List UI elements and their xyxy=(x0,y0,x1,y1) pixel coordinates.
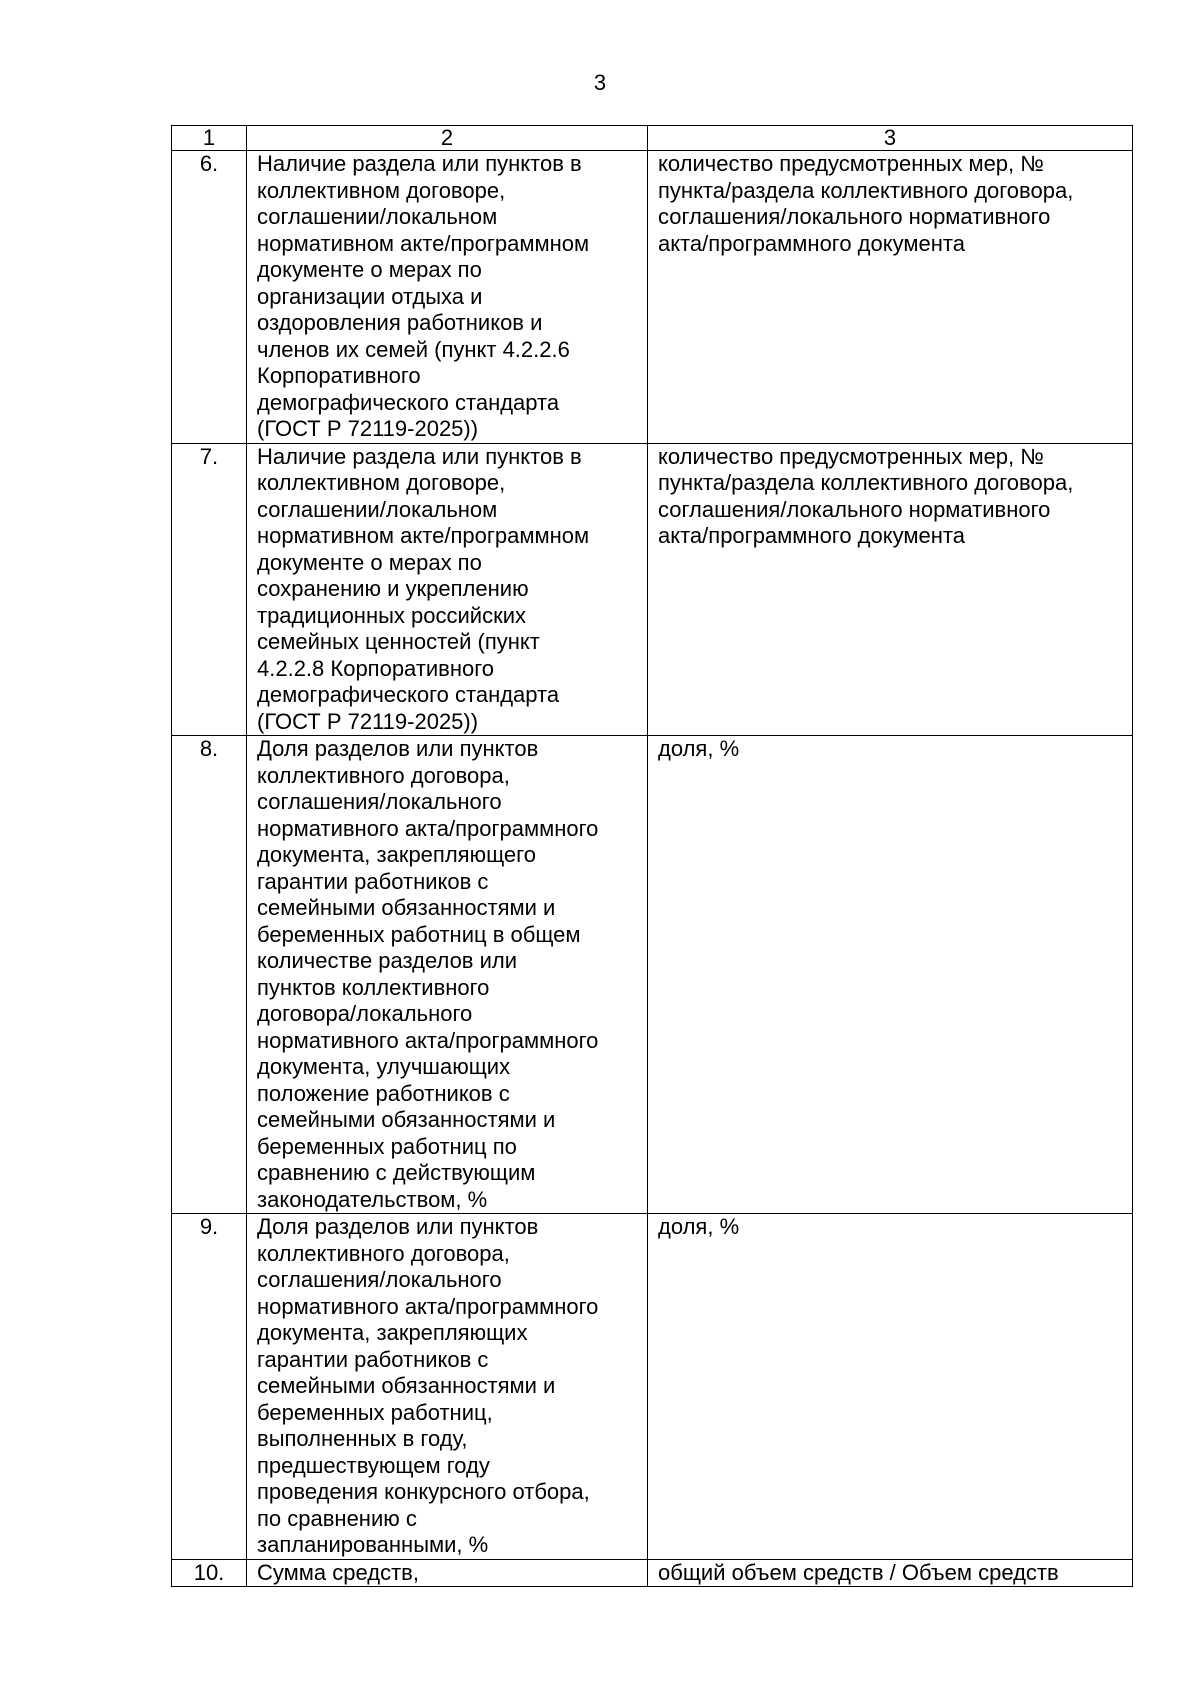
measure-cell: доля, % xyxy=(648,1214,1133,1560)
column-indicator-header: 2 xyxy=(247,126,648,151)
column-number-header: 1 xyxy=(172,126,247,151)
row-number: 10. xyxy=(172,1559,247,1587)
column-measure-header: 3 xyxy=(648,126,1133,151)
row-number: 7. xyxy=(172,443,247,736)
table-row xyxy=(172,443,1133,736)
indicator-cell: Сумма средств, xyxy=(247,1559,648,1587)
table-row xyxy=(172,736,1133,1214)
row-number: 9. xyxy=(172,1214,247,1560)
measure-cell: доля, % xyxy=(648,736,1133,1214)
row-number: 8. xyxy=(172,736,247,1214)
indicator-cell: Доля разделов или пунктов коллективного договора, соглашения/локального нормативного акта/программного документа, закрепляющего гарантии работников с семейными обязанностями и беременных работниц в общем количестве разделов или пунктов коллективного договора/локального нормативного акта/программного документа, улучшающих положение работников с семейными обязанностями и беременных работниц по сравнению с действующим законодательством, % xyxy=(247,736,648,1214)
indicator-cell: Наличие раздела или пунктов в коллективном договоре, соглашении/локальном нормативном акте/программном документе о мерах по организации отдыха и оздоровления работников и членов их семей (пункт 4.2.2.6 Корпоративного демографического стандарта (ГОСТ Р 72119-2025)) xyxy=(247,151,648,444)
indicator-cell: Наличие раздела или пунктов в коллективном договоре, соглашении/локальном нормативном акте/программном документе о мерах по сохранению и укреплению традиционных российских семейных ценностей (пункт 4.2.2.8 Корпоративного демографического стандарта (ГОСТ Р 72119-2025)) xyxy=(247,443,648,736)
measure-cell: количество предусмотренных мер, № пункта/раздела коллективного договора, соглашения/локального нормативного акта/программного документа xyxy=(648,151,1133,444)
page-number: 3 xyxy=(593,70,607,95)
table-row xyxy=(172,151,1133,444)
table-row xyxy=(172,1214,1133,1560)
table-row xyxy=(172,1559,1133,1587)
indicator-cell: Доля разделов или пунктов коллективного договора, соглашения/локального нормативного акта/программного документа, закрепляющих гарантии работников с семейными обязанностями и беременных работниц, выполненных в году, предшествующем году проведения конкурсного отбора, по сравнению с запланированными, % xyxy=(247,1214,648,1560)
indicators-table xyxy=(171,125,1133,1587)
measure-cell: общий объем средств / Объем средств xyxy=(648,1559,1133,1587)
measure-cell: количество предусмотренных мер, № пункта/раздела коллективного договора, соглашения/локального нормативного акта/программного документа xyxy=(648,443,1133,736)
row-number: 6. xyxy=(172,151,247,444)
table-header-row xyxy=(172,126,1133,151)
